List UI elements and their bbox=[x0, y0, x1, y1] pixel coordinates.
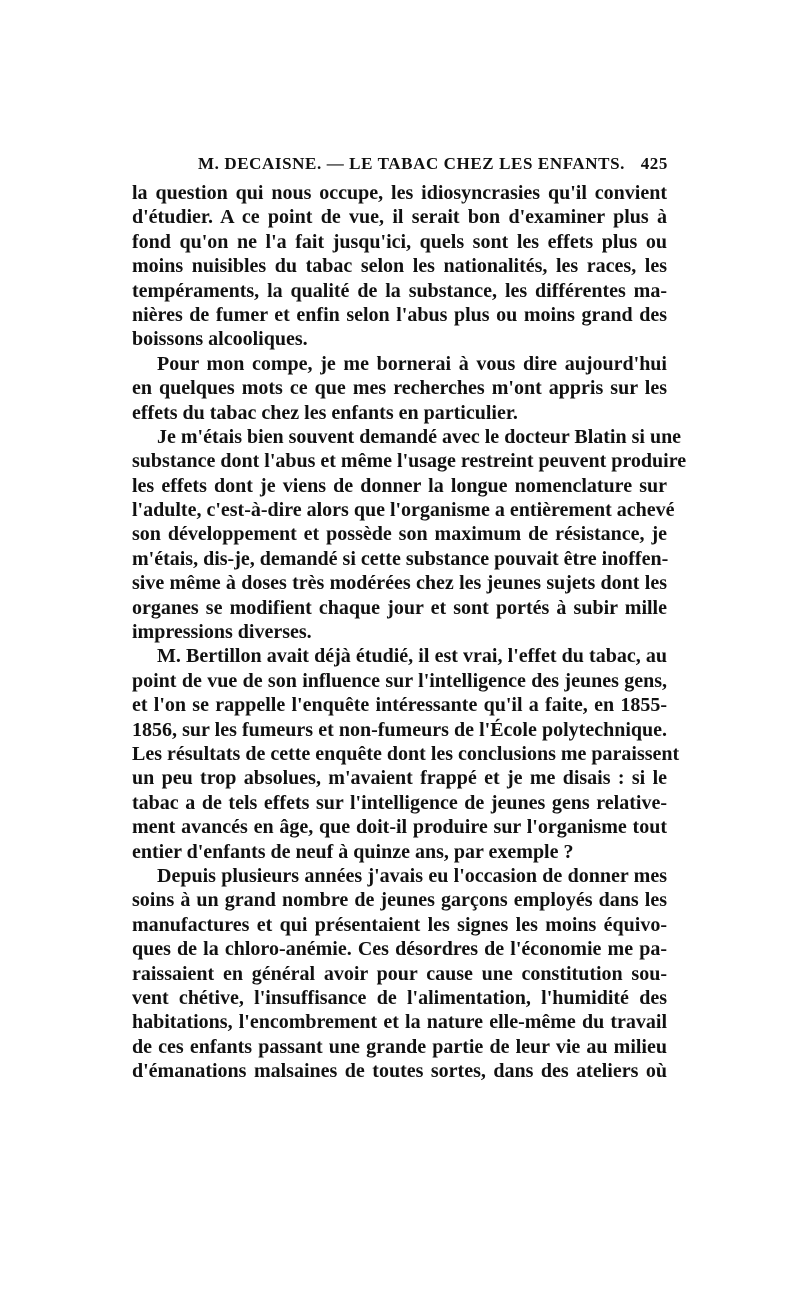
text-line: 1856, sur les fumeurs et non-fumeurs de l'École polytechnique. bbox=[132, 718, 667, 741]
text-line: Depuis plusieurs années j'avais eu l'occasion de donner mes bbox=[157, 864, 667, 887]
text-line: impressions diverses. bbox=[132, 621, 312, 644]
running-title: M. DECAISNE. — LE TABAC CHEZ LES ENFANTS. bbox=[198, 154, 626, 173]
text-line: soins à un grand nombre de jeunes garçons employés dans les bbox=[132, 889, 667, 912]
text-line: nières de fumer et enfin selon l'abus plus ou moins grand des bbox=[132, 303, 667, 326]
text-line: et l'on se rappelle l'enquête intéressante qu'il a faite, en 1855- bbox=[132, 694, 667, 717]
text-line: la question qui nous occupe, les idiosyncrasies qu'il convient bbox=[132, 182, 667, 204]
text-line: Je m'étais bien souvent demandé avec le docteur Blatin si une bbox=[157, 425, 682, 448]
text-line: l'adulte, c'est-à-dire alors que l'organisme a entièrement achevé bbox=[132, 499, 675, 522]
text-line: d'étudier. A ce point de vue, il serait bon d'examiner plus à bbox=[132, 206, 667, 229]
text-line: sive même à doses très modérées chez les jeunes sujets dont les bbox=[132, 572, 667, 595]
text-line: organes se modifient chaque jour et sont portés à subir mille bbox=[132, 596, 667, 619]
text-line: fond qu'on ne l'a fait jusqu'ici, quels sont les effets plus ou bbox=[132, 230, 667, 253]
text-line: manufactures et qui présentaient les signes les moins équivo- bbox=[132, 913, 667, 936]
text-line: boissons alcooliques. bbox=[132, 328, 308, 351]
text-line: d'émanations malsaines de toutes sortes, dans des ateliers où bbox=[132, 1060, 667, 1083]
text-line: ques de la chloro-anémie. Ces désordres de l'économie me pa- bbox=[132, 938, 667, 961]
text-line: de ces enfants passant une grande partie de leur vie au milieu bbox=[132, 1035, 667, 1058]
text-line: tempéraments, la qualité de la substance, les différentes ma- bbox=[132, 279, 667, 302]
body-text bbox=[132, 181, 687, 1083]
text-line: M. Bertillon avait déjà étudié, il est vrai, l'effet du tabac, au bbox=[157, 645, 667, 668]
text-line: Pour mon compe, je me bornerai à vous dire aujourd'hui bbox=[157, 352, 667, 375]
text-line: vent chétive, l'insuffisance de l'alimentation, l'humidité des bbox=[132, 986, 667, 1009]
text-line: habitations, l'encombrement et la nature elle-même du travail bbox=[132, 1011, 667, 1034]
text-line: m'étais, dis-je, demandé si cette substance pouvait être inoffen- bbox=[132, 547, 669, 570]
text-line: raissaient en général avoir pour cause une constitution sou- bbox=[132, 962, 667, 985]
text-line: effets du tabac chez les enfants en particulier. bbox=[132, 401, 518, 424]
text-line: substance dont l'abus et même l'usage restreint peuvent produire bbox=[132, 450, 687, 473]
text-line: tabac a de tels effets sur l'intelligence de jeunes gens relative- bbox=[132, 791, 667, 814]
page-number: 425 bbox=[640, 154, 668, 173]
text-line: ment avancés en âge, que doit-il produire sur l'organisme tout bbox=[132, 816, 667, 839]
text-line: les effets dont je viens de donner la longue nomenclature sur bbox=[132, 474, 667, 497]
text-line: moins nuisibles du tabac selon les nationalités, les races, les bbox=[132, 255, 667, 278]
text-line: point de vue de son influence sur l'intelligence des jeunes gens, bbox=[132, 669, 667, 692]
text-line: entier d'enfants de neuf à quinze ans, par exemple ? bbox=[132, 840, 574, 863]
text-line: son développement et possède son maximum de résistance, je bbox=[132, 523, 667, 546]
text-line: un peu trop absolues, m'avaient frappé et je me disais : si le bbox=[132, 767, 667, 790]
text-line: en quelques mots ce que mes recherches m'ont appris sur les bbox=[132, 377, 667, 400]
running-head bbox=[198, 154, 668, 178]
text-line: Les résultats de cette enquête dont les conclusions me paraissent bbox=[132, 742, 680, 765]
